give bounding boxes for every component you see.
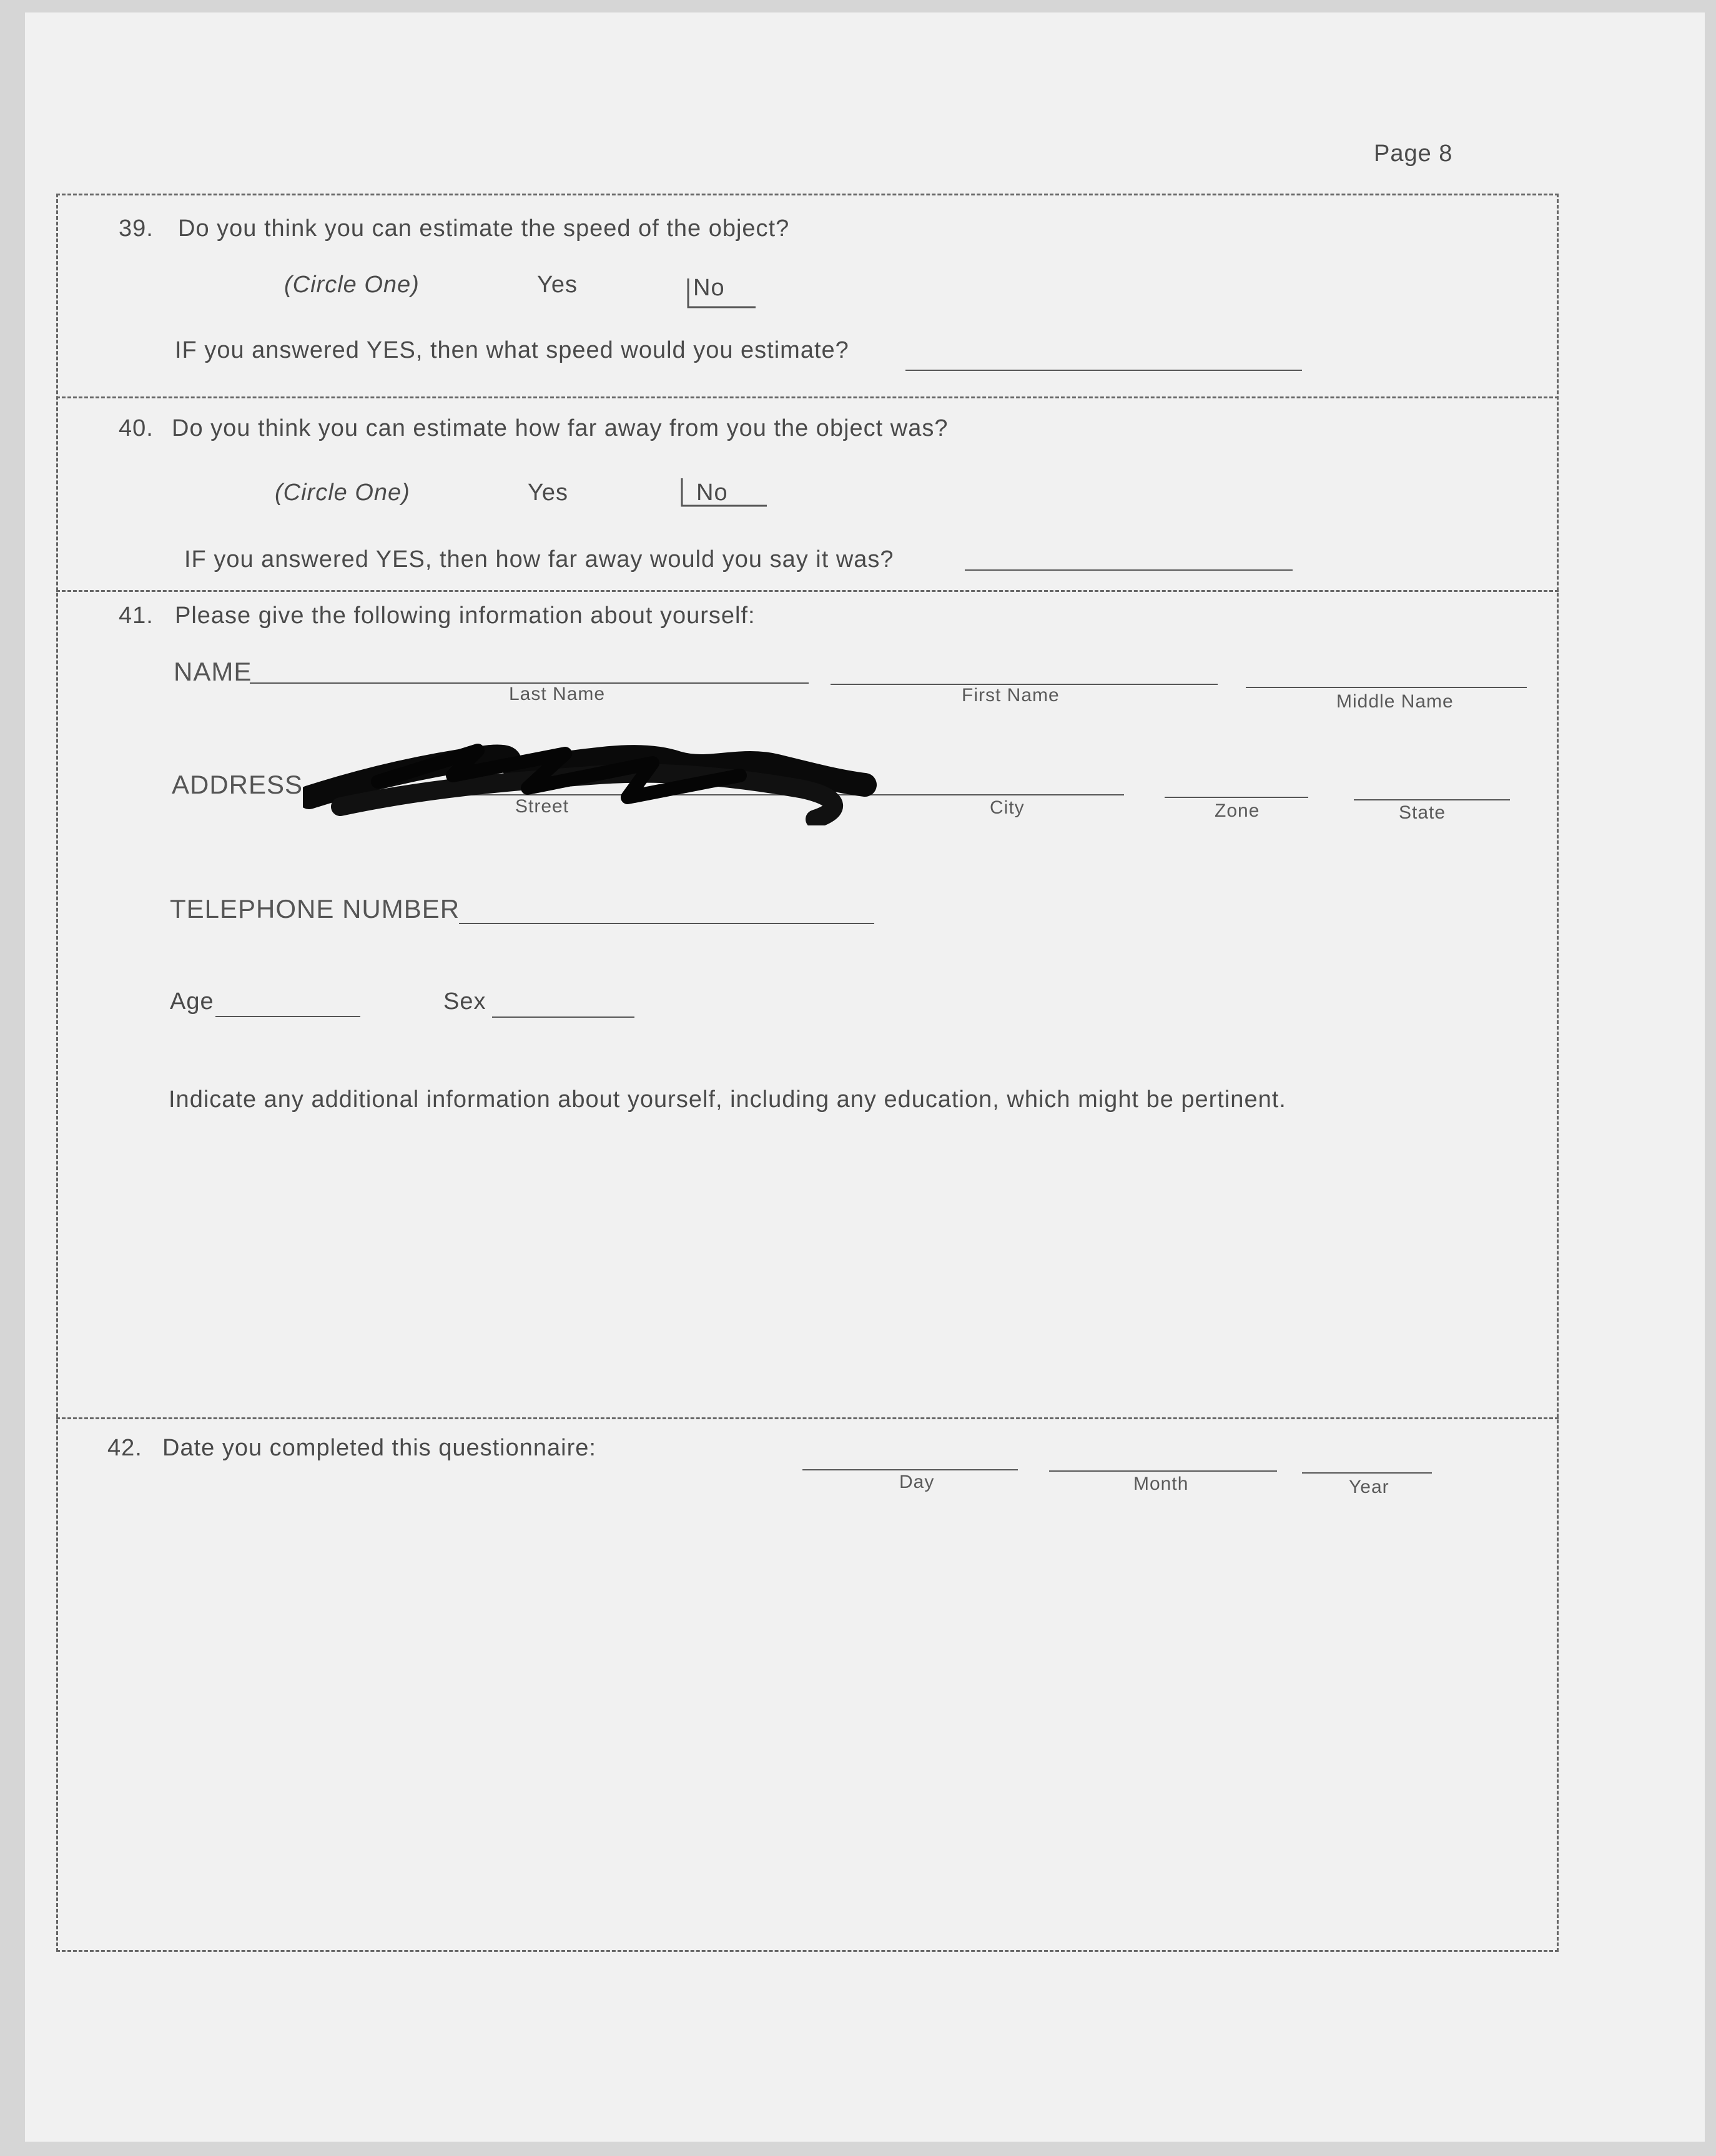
- additional-info-prompt: Indicate any additional information about yourself, including any education, which might be pertinent.: [169, 1086, 1286, 1113]
- telephone-field[interactable]: [459, 923, 874, 924]
- telephone-label: TELEPHONE NUMBER: [170, 894, 460, 923]
- q39-followup: IF you answered YES, then what speed would you estimate?: [175, 337, 849, 363]
- q40-followup: IF you answered YES, then how far away would you say it was?: [184, 546, 894, 573]
- sex-field[interactable]: [492, 1016, 634, 1018]
- q40-distance-field[interactable]: [965, 569, 1293, 571]
- middle-name-field[interactable]: [1246, 687, 1527, 688]
- zone-field[interactable]: [1165, 797, 1308, 798]
- q40-no-mark: [679, 475, 770, 512]
- city-caption: City: [990, 797, 1025, 818]
- street-caption: Street: [515, 796, 570, 817]
- form-frame: [56, 194, 1559, 1952]
- q39-no-mark: [686, 275, 761, 312]
- additional-info-area[interactable]: [169, 1124, 1530, 1386]
- day-caption: Day: [899, 1472, 935, 1492]
- question-40-number: 40.: [119, 415, 154, 441]
- sex-label: Sex: [443, 988, 486, 1015]
- question-39-number: 39.: [119, 215, 154, 242]
- age-label: Age: [170, 988, 214, 1015]
- question-41-number: 41.: [119, 603, 154, 629]
- q39-circle-one: (Circle One): [284, 272, 420, 298]
- middle-name-caption: Middle Name: [1336, 691, 1454, 712]
- q40-circle-one: (Circle One): [275, 480, 410, 506]
- page-number: Page 8: [1374, 140, 1453, 167]
- state-field[interactable]: [1354, 799, 1510, 800]
- state-caption: State: [1399, 802, 1446, 823]
- section-divider: [56, 396, 1559, 398]
- year-field[interactable]: [1302, 1472, 1432, 1474]
- question-39-text: Do you think you can estimate the speed of the object?: [178, 215, 790, 242]
- redaction-scribble: [303, 738, 877, 825]
- year-caption: Year: [1349, 1477, 1389, 1497]
- name-label: NAME: [174, 657, 252, 686]
- section-divider: [56, 590, 1559, 592]
- question-42-text: Date you completed this questionnaire:: [162, 1435, 596, 1461]
- q40-yes-option[interactable]: Yes: [528, 480, 568, 506]
- q39-yes-option[interactable]: Yes: [537, 272, 578, 298]
- day-field[interactable]: [802, 1469, 1018, 1470]
- q39-speed-field[interactable]: [905, 370, 1302, 371]
- section-divider: [56, 1417, 1559, 1419]
- question-42-number: 42.: [107, 1435, 142, 1461]
- last-name-caption: Last Name: [509, 684, 606, 704]
- q40-no-option[interactable]: No: [696, 480, 728, 506]
- zone-caption: Zone: [1215, 800, 1260, 821]
- month-field[interactable]: [1049, 1470, 1277, 1472]
- age-field[interactable]: [215, 1016, 360, 1017]
- address-label: ADDRESS: [172, 770, 303, 799]
- question-40-text: Do you think you can estimate how far away from you the object was?: [172, 415, 949, 441]
- first-name-caption: First Name: [962, 685, 1060, 706]
- question-41-text: Please give the following information about yourself:: [175, 603, 756, 629]
- q39-no-option[interactable]: No: [693, 275, 725, 301]
- month-caption: Month: [1133, 1474, 1189, 1494]
